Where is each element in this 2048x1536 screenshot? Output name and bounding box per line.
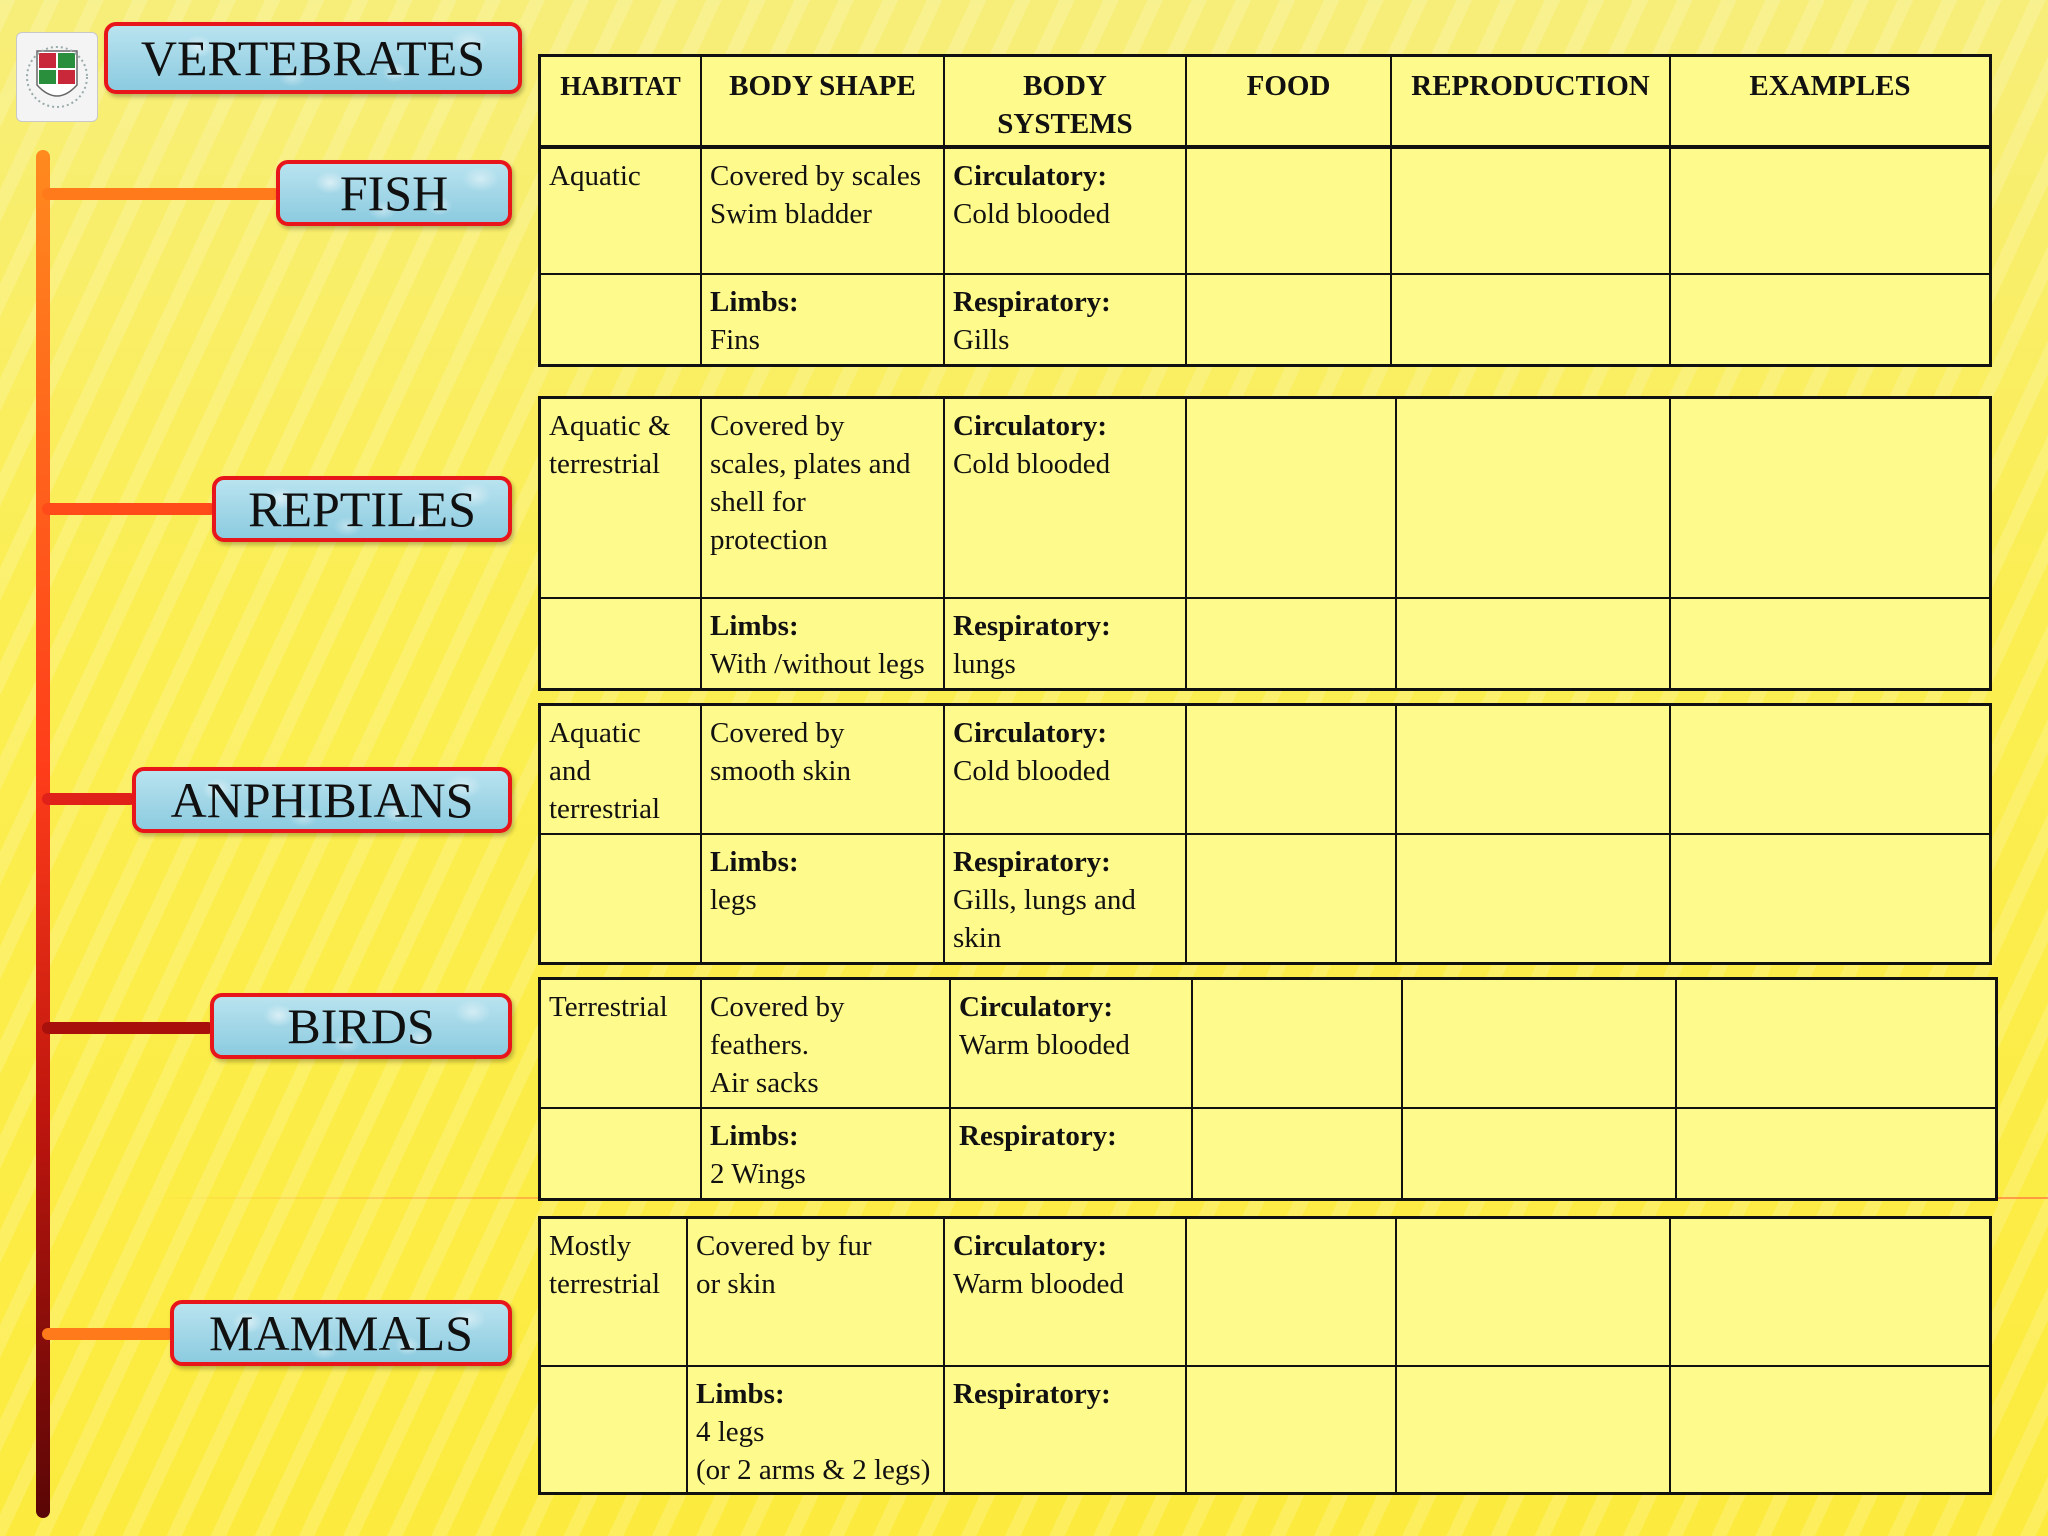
cell-reptiles-bottom-1 (702, 599, 945, 691)
circulatory-value: Cold blooded (953, 755, 1111, 787)
cell-mammals-bottom-3 (1187, 1367, 1397, 1495)
header-cell (541, 57, 702, 148)
cell-mammals-top-1 (688, 1219, 945, 1367)
class-name: ANPHIBIANS (170, 772, 474, 828)
cell-mammals-top-2 (945, 1219, 1187, 1367)
cell-fish-top-2 (945, 149, 1187, 275)
cell-fish-top-3 (1187, 149, 1392, 275)
class-name: BIRDS (287, 998, 435, 1054)
cell-reptiles-top-1 (702, 399, 945, 599)
cell-birds-top-4 (1403, 980, 1677, 1109)
cell-fish-top-5 (1671, 149, 1989, 275)
class-name: REPTILES (248, 481, 476, 537)
cell-fish-bottom-5 (1671, 275, 1989, 367)
table-group-fish (538, 146, 1992, 367)
circulatory-value: Cold blooded (953, 448, 1111, 480)
respiratory-value: lungs (953, 648, 1016, 680)
cell-mammals-top-0 (541, 1219, 688, 1367)
cell-reptiles-top-4 (1397, 399, 1671, 599)
header-label: REPRODUCTION (1411, 70, 1650, 102)
circulatory-label: Circulatory: (959, 991, 1114, 1023)
timeline-spine (36, 150, 50, 1518)
branch-line-fish (42, 188, 280, 200)
main-title-box (104, 22, 522, 94)
body-shape-text: Covered by scales Swim bladder (710, 160, 921, 230)
cell-reptiles-bottom-5 (1671, 599, 1989, 691)
cell-fish-bottom-0 (541, 275, 702, 367)
header-cell (1392, 57, 1671, 148)
header-label: HABITAT (560, 71, 681, 101)
circulatory-value: Warm blooded (959, 1029, 1130, 1061)
class-label-reptiles (212, 476, 512, 542)
cell-birds-bottom-4 (1403, 1109, 1677, 1201)
cell-anphibians-top-0 (541, 706, 702, 835)
cell-anphibians-top-3 (1187, 706, 1397, 835)
cell-birds-bottom-3 (1193, 1109, 1403, 1201)
cell-reptiles-top-5 (1671, 399, 1989, 599)
class-name: MAMMALS (209, 1305, 473, 1361)
habitat-text: Aquatic & terrestrial (549, 410, 671, 480)
habitat-text: Aquatic and terrestrial (549, 717, 661, 825)
cell-birds-bottom-0 (541, 1109, 702, 1201)
cell-birds-top-1 (702, 980, 951, 1109)
limbs-label: Limbs: (696, 1378, 785, 1410)
respiratory-label: Respiratory: (953, 286, 1111, 318)
cell-birds-top-0 (541, 980, 702, 1109)
cell-reptiles-bottom-4 (1397, 599, 1671, 691)
limbs-value: 2 Wings (710, 1158, 806, 1190)
limbs-label: Limbs: (710, 610, 799, 642)
cell-mammals-bottom-4 (1397, 1367, 1671, 1495)
class-label-mammals (170, 1300, 512, 1366)
cell-birds-top-2 (951, 980, 1193, 1109)
body-shape-text: Covered by fur or skin (696, 1230, 872, 1300)
cell-birds-bottom-2 (951, 1109, 1193, 1201)
cell-mammals-top-3 (1187, 1219, 1397, 1367)
cell-fish-bottom-2 (945, 275, 1187, 367)
habitat-text: Mostly terrestrial (549, 1230, 661, 1300)
respiratory-value: Gills, lungs and skin (953, 884, 1136, 954)
limbs-label: Limbs: (710, 1120, 799, 1152)
cell-fish-bottom-1 (702, 275, 945, 367)
cell-mammals-bottom-5 (1671, 1367, 1989, 1495)
cell-mammals-top-4 (1397, 1219, 1671, 1367)
table-header (538, 54, 1992, 148)
class-name: FISH (339, 165, 449, 221)
circulatory-label: Circulatory: (953, 410, 1108, 442)
class-label-birds (210, 993, 512, 1059)
body-shape-text: Covered by feathers. Air sacks (710, 991, 845, 1099)
page-title: VERTEBRATES (140, 30, 486, 86)
cell-reptiles-top-3 (1187, 399, 1397, 599)
cell-mammals-bottom-1 (688, 1367, 945, 1495)
body-shape-text: Covered by scales, plates and shell for protection (710, 410, 911, 556)
header-cell (945, 57, 1187, 148)
school-crest-icon (16, 32, 98, 122)
limbs-value: 4 legs (or 2 arms & 2 legs) (696, 1416, 931, 1486)
cell-reptiles-top-0 (541, 399, 702, 599)
cell-mammals-bottom-2 (945, 1367, 1187, 1495)
cell-birds-bottom-1 (702, 1109, 951, 1201)
table-group-mammals (538, 1216, 1992, 1495)
respiratory-label: Respiratory: (953, 846, 1111, 878)
cell-reptiles-bottom-2 (945, 599, 1187, 691)
header-cell (702, 57, 945, 148)
cell-anphibians-bottom-4 (1397, 835, 1671, 965)
cell-birds-top-3 (1193, 980, 1403, 1109)
cell-fish-bottom-3 (1187, 275, 1392, 367)
cell-fish-bottom-4 (1392, 275, 1671, 367)
cell-anphibians-bottom-1 (702, 835, 945, 965)
header-label: EXAMPLES (1749, 70, 1911, 102)
limbs-value: With /without legs (710, 648, 925, 680)
respiratory-label: Respiratory: (953, 1378, 1111, 1410)
cell-reptiles-top-2 (945, 399, 1187, 599)
circulatory-label: Circulatory: (953, 160, 1108, 192)
circulatory-value: Warm blooded (953, 1268, 1124, 1300)
branch-line-birds (42, 1022, 214, 1034)
table-group-birds (538, 977, 1998, 1201)
header-cell (1187, 57, 1392, 148)
header-cell (1671, 57, 1989, 148)
cell-mammals-top-5 (1671, 1219, 1989, 1367)
limbs-value: Fins (710, 324, 760, 356)
class-label-fish (276, 160, 512, 226)
limbs-label: Limbs: (710, 846, 799, 878)
cell-anphibians-bottom-3 (1187, 835, 1397, 965)
body-shape-text: Covered by smooth skin (710, 717, 851, 787)
cell-anphibians-top-1 (702, 706, 945, 835)
header-label: BODY SYSTEMS (997, 70, 1133, 140)
respiratory-value: Gills (953, 324, 1010, 356)
habitat-text: Aquatic (549, 160, 641, 192)
branch-line-anphibians (42, 793, 136, 805)
cell-anphibians-top-2 (945, 706, 1187, 835)
cell-fish-top-4 (1392, 149, 1671, 275)
header-label: FOOD (1246, 70, 1331, 102)
cell-anphibians-bottom-5 (1671, 835, 1989, 965)
cell-mammals-bottom-0 (541, 1367, 688, 1495)
cell-fish-top-0 (541, 149, 702, 275)
limbs-value: legs (710, 884, 757, 916)
cell-birds-top-5 (1677, 980, 1995, 1109)
circulatory-label: Circulatory: (953, 717, 1108, 749)
header-label: BODY SHAPE (729, 70, 916, 102)
circulatory-label: Circulatory: (953, 1230, 1108, 1262)
cell-anphibians-bottom-0 (541, 835, 702, 965)
respiratory-label: Respiratory: (959, 1120, 1117, 1152)
cell-anphibians-top-4 (1397, 706, 1671, 835)
cell-reptiles-bottom-3 (1187, 599, 1397, 691)
cell-anphibians-bottom-2 (945, 835, 1187, 965)
table-group-anphibians (538, 703, 1992, 965)
branch-line-mammals (42, 1328, 174, 1340)
table-group-reptiles (538, 396, 1992, 691)
habitat-text: Terrestrial (549, 991, 668, 1023)
cell-anphibians-top-5 (1671, 706, 1989, 835)
cell-reptiles-bottom-0 (541, 599, 702, 691)
cell-fish-top-1 (702, 149, 945, 275)
circulatory-value: Cold blooded (953, 198, 1111, 230)
class-label-anphibians (132, 767, 512, 833)
branch-line-reptiles (42, 503, 216, 515)
limbs-label: Limbs: (710, 286, 799, 318)
respiratory-label: Respiratory: (953, 610, 1111, 642)
cell-birds-bottom-5 (1677, 1109, 1995, 1201)
